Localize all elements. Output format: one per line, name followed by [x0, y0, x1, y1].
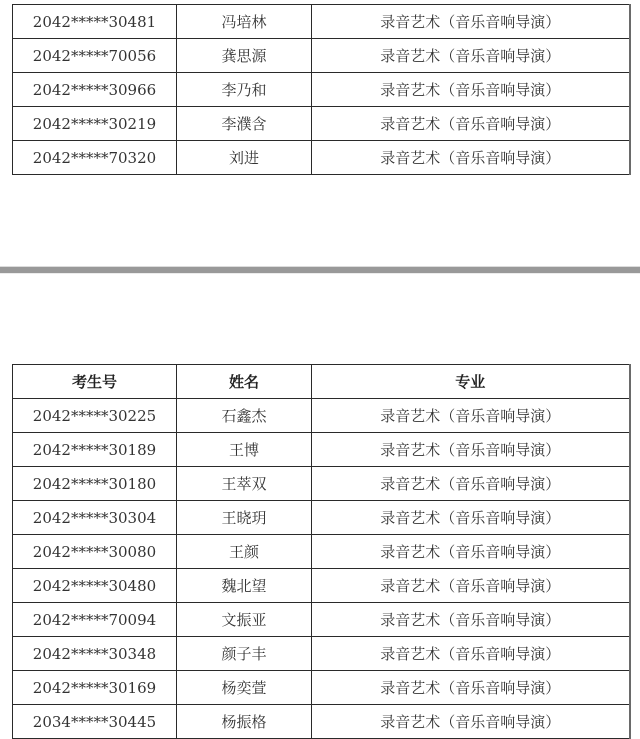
candidate-name-cell: 李濮含 [177, 107, 312, 141]
candidate-id-cell: 2042*****30180 [13, 467, 177, 501]
table-row [13, 603, 630, 637]
candidate-name-cell: 王萃双 [177, 467, 312, 501]
major-cell: 录音艺术（音乐音响导演） [312, 5, 630, 39]
candidate-name-cell: 王晓玥 [177, 501, 312, 535]
table-row [13, 107, 630, 141]
major-cell: 录音艺术（音乐音响导演） [312, 569, 630, 603]
candidate-name-cell: 李乃和 [177, 73, 312, 107]
candidate-id-cell: 2042*****70320 [13, 141, 177, 175]
candidate-id-cell: 2042*****30189 [13, 433, 177, 467]
candidate-id-cell: 2042*****30225 [13, 399, 177, 433]
candidate-name-cell: 颜子丰 [177, 637, 312, 671]
candidate-id-cell: 2042*****70094 [13, 603, 177, 637]
candidate-name-cell: 王博 [177, 433, 312, 467]
table-row [13, 5, 630, 39]
table-row [13, 535, 630, 569]
table-row [13, 671, 630, 705]
major-cell: 录音艺术（音乐音响导演） [312, 671, 630, 705]
candidate-name-cell: 魏北望 [177, 569, 312, 603]
candidate-id-cell: 2042*****70056 [13, 39, 177, 73]
major-cell: 录音艺术（音乐音响导演） [312, 603, 630, 637]
table-row [13, 39, 630, 73]
candidate-name-cell: 杨振格 [177, 705, 312, 739]
candidate-id-cell: 2042*****30348 [13, 637, 177, 671]
table-row [13, 501, 630, 535]
table-row [13, 141, 630, 175]
candidate-name-cell: 冯培林 [177, 5, 312, 39]
major-cell: 录音艺术（音乐音响导演） [312, 705, 630, 739]
roster-table [12, 364, 631, 739]
header-name: 姓名 [177, 365, 312, 399]
candidate-id-cell: 2042*****30481 [13, 5, 177, 39]
table-row [13, 467, 630, 501]
candidate-name-cell: 石鑫杰 [177, 399, 312, 433]
roster-table-continued [12, 4, 631, 175]
table-row [13, 569, 630, 603]
major-cell: 录音艺术（音乐音响导演） [312, 39, 630, 73]
major-cell: 录音艺术（音乐音响导演） [312, 637, 630, 671]
table-row [13, 705, 630, 739]
candidate-id-cell: 2042*****30966 [13, 73, 177, 107]
candidate-id-cell: 2042*****30169 [13, 671, 177, 705]
major-cell: 录音艺术（音乐音响导演） [312, 501, 630, 535]
candidate-name-cell: 龚思源 [177, 39, 312, 73]
candidate-id-cell: 2034*****30445 [13, 705, 177, 739]
header-candidate-id: 考生号 [13, 365, 177, 399]
major-cell: 录音艺术（音乐音响导演） [312, 535, 630, 569]
table-row [13, 399, 630, 433]
major-cell: 录音艺术（音乐音响导演） [312, 467, 630, 501]
major-cell: 录音艺术（音乐音响导演） [312, 433, 630, 467]
major-cell: 录音艺术（音乐音响导演） [312, 73, 630, 107]
table-row [13, 73, 630, 107]
candidate-id-cell: 2042*****30304 [13, 501, 177, 535]
header-major: 专业 [312, 365, 630, 399]
major-cell: 录音艺术（音乐音响导演） [312, 141, 630, 175]
candidate-name-cell: 王颜 [177, 535, 312, 569]
table-row [13, 637, 630, 671]
candidate-name-cell: 刘进 [177, 141, 312, 175]
candidate-name-cell: 文振亚 [177, 603, 312, 637]
table-header-row [13, 365, 630, 399]
page-divider [0, 266, 640, 274]
major-cell: 录音艺术（音乐音响导演） [312, 399, 630, 433]
candidate-id-cell: 2042*****30480 [13, 569, 177, 603]
major-cell: 录音艺术（音乐音响导演） [312, 107, 630, 141]
candidate-id-cell: 2042*****30080 [13, 535, 177, 569]
candidate-id-cell: 2042*****30219 [13, 107, 177, 141]
table-row [13, 433, 630, 467]
candidate-name-cell: 杨奕萱 [177, 671, 312, 705]
